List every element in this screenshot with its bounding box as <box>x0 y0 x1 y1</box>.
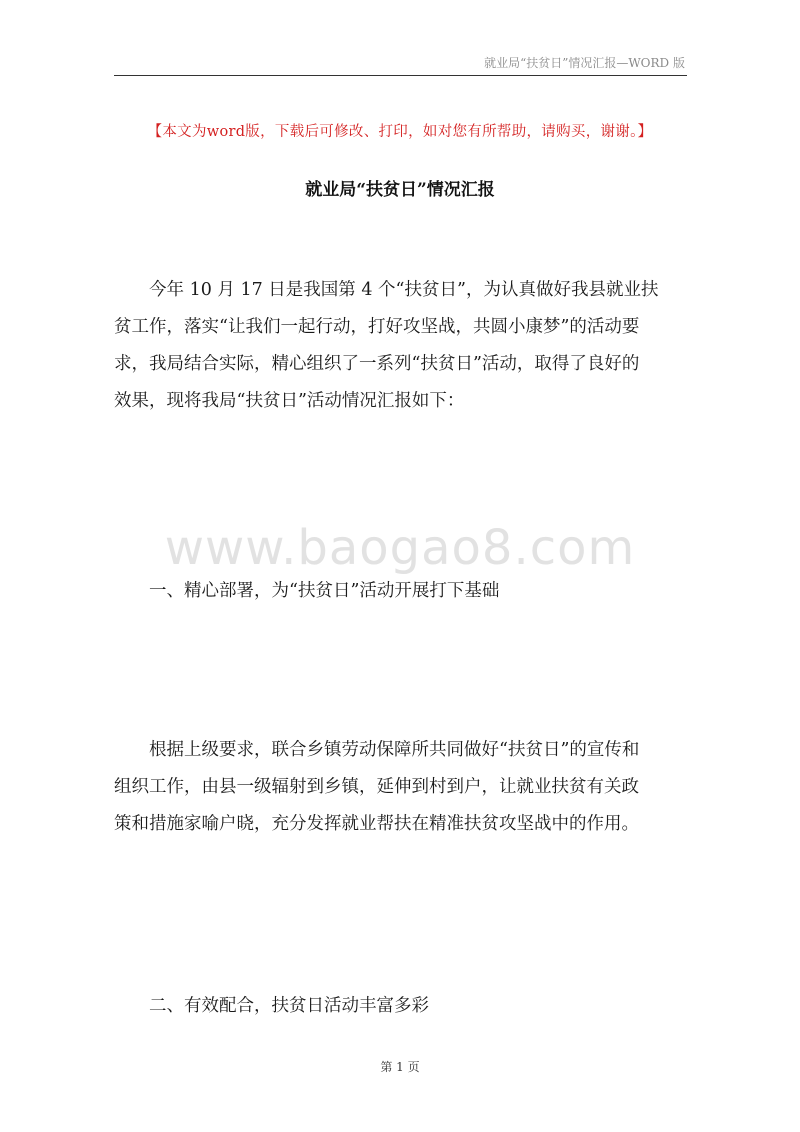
paragraph-line: 根据上级要求，联合乡镇劳动保障所共同做好“扶贫日”的宣传和 <box>149 740 640 760</box>
paragraph-section-1 <box>114 732 688 843</box>
paragraph <box>114 732 688 843</box>
paragraph-line: 求，我局结合实际，精心组织了一系列“扶贫日”活动，取得了良好的 <box>114 354 640 374</box>
paragraph-line: 策和措施家喻户晓，充分发挥就业帮扶在精准扶贫攻坚战中的作用。 <box>114 814 639 834</box>
paragraph-line: 组织工作，由县一级辐射到乡镇，延伸到村到户，让就业扶贫有关政 <box>114 777 639 797</box>
paragraph-intro <box>114 272 688 420</box>
page-number: 第 1 页 <box>380 1060 420 1074</box>
paragraph-line: 贫工作，落实“让我们一起行动，打好攻坚战，共圆小康梦”的活动要 <box>114 317 640 337</box>
paragraph-line: 今年 10 月 17 日是我国第 4 个“扶贫日”，为认真做好我县就业扶 <box>149 280 659 300</box>
paragraph <box>114 272 688 420</box>
paragraph-line: 效果，现将我局“扶贫日”活动情况汇报如下： <box>114 391 465 411</box>
header-divider <box>114 75 687 76</box>
site-watermark: www.baogao8.com <box>164 520 636 576</box>
section-heading-1: 一、精心部署，为“扶贫日”活动开展打下基础 <box>149 581 500 601</box>
document-title: 就业局“扶贫日”情况汇报 <box>305 180 495 200</box>
purchase-notice: 【本文为word版，下载后可修改、打印，如对您有所帮助，请购买，谢谢。】 <box>147 124 653 140</box>
section-heading-2: 二、有效配合，扶贫日活动丰富多彩 <box>149 996 429 1016</box>
running-header: 就业局“扶贫日”情况汇报—WORD 版 <box>484 56 685 70</box>
